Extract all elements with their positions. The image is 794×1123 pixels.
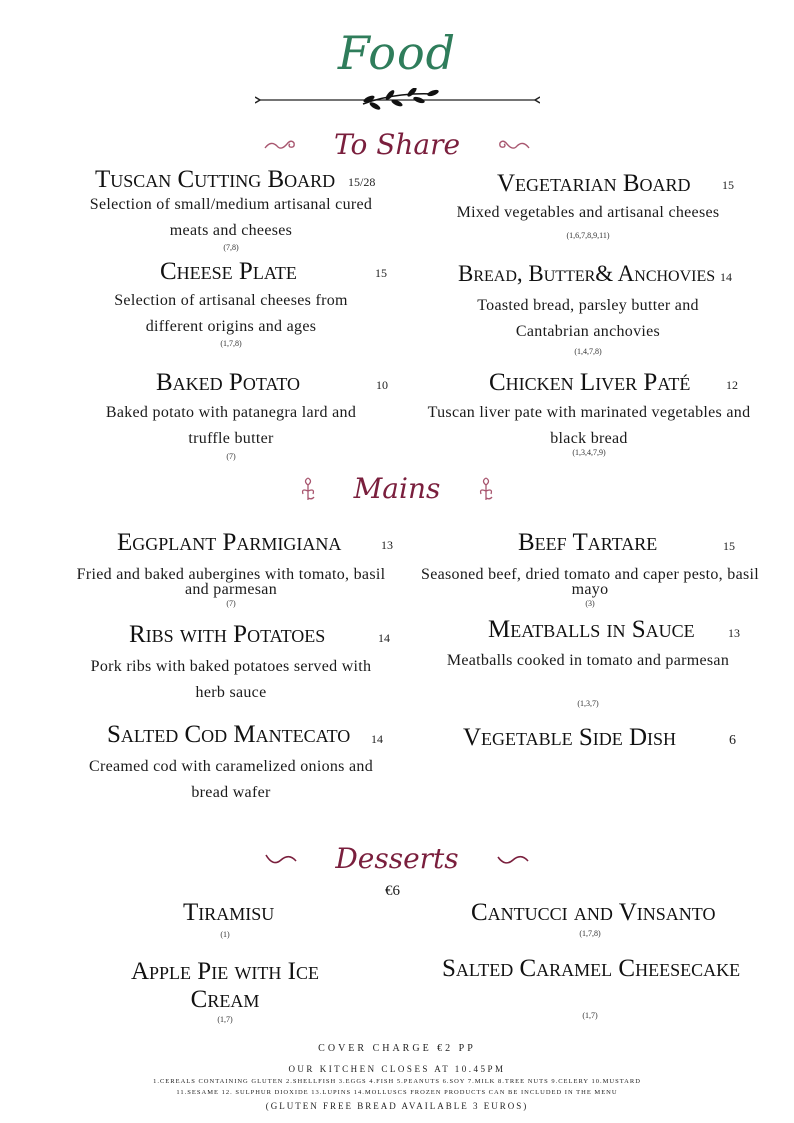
item-price: 15/28 bbox=[348, 175, 376, 189]
item-price: 14 bbox=[378, 631, 390, 645]
allergen-legend: 11.SESAME 12. SULPHUR DIOXIDE 13.LUPINS 14.MOLLUSCS FROZEN PRODUCTS CAN BE INCLUDED IN THE MENU bbox=[176, 1089, 618, 1096]
item-price: 15 bbox=[375, 266, 387, 280]
item-allergens: (1,7) bbox=[582, 1011, 598, 1020]
item-allergens: (7,8) bbox=[223, 243, 239, 252]
item-description: Toasted bread, parsley butter and Cantabrian anchovies bbox=[477, 297, 699, 340]
item-name: Tiramisu bbox=[183, 899, 275, 926]
item-allergens: (3) bbox=[585, 599, 595, 608]
item-description: Selection of small/medium artisanal cured meats and cheeses bbox=[89, 196, 373, 239]
leaf-divider-icon bbox=[255, 88, 540, 112]
fleur-flourish-left-icon bbox=[299, 476, 317, 502]
item-allergens: (1,3,7) bbox=[577, 699, 599, 708]
item-price: 15 bbox=[723, 539, 735, 553]
item-description: Seasoned beef, dried tomato and caper pesto, basil mayo bbox=[421, 566, 759, 598]
item-description: Fried and baked aubergines with tomato, basil and parmesan bbox=[76, 566, 386, 598]
item-description: Selection of artisanal cheeses from different origins and ages bbox=[114, 292, 348, 335]
item-description: Baked potato with patanegra lard and truffle butter bbox=[105, 404, 357, 447]
item-price: 13 bbox=[381, 538, 393, 552]
item-name: Apple Pie with Ice Cream bbox=[130, 958, 319, 1013]
kitchen-hours: OUR KITCHEN CLOSES AT 10.45PM bbox=[288, 1064, 506, 1074]
menu-title: Food bbox=[337, 26, 457, 80]
item-price: 14 bbox=[720, 270, 732, 284]
item-price: 15 bbox=[722, 178, 734, 192]
scroll-flourish-left-icon bbox=[263, 136, 297, 154]
item-name: Ribs with Potatoes bbox=[129, 621, 326, 648]
item-allergens: (1,6,7,8,9,11) bbox=[566, 231, 610, 240]
item-name: Eggplant Parmigiana bbox=[117, 529, 342, 556]
item-description: Meatballs cooked in tomato and parmesan bbox=[446, 652, 730, 669]
item-name: Salted Caramel Cheesecake bbox=[442, 955, 741, 982]
item-name: Vegetable Side Dish bbox=[463, 724, 677, 751]
item-price: 10 bbox=[376, 378, 388, 392]
item-price: 14 bbox=[371, 732, 383, 746]
item-description: Tuscan liver pate with marinated vegetables and black bread bbox=[427, 404, 751, 447]
item-name: Meatballs in Sauce bbox=[488, 616, 695, 643]
item-allergens: (7) bbox=[226, 599, 236, 608]
section-title: Mains bbox=[353, 472, 441, 505]
allergen-legend: 1.CEREALS CONTAINING GLUTEN 2.SHELLFISH 3.EGGS 4.FISH 5.PEANUTS 6.SOY 7.MILK 8.TREE NUTS 9.CELERY 10.MUSTARD bbox=[153, 1078, 641, 1085]
scroll-flourish-right-icon bbox=[497, 136, 531, 154]
item-name: Cantucci and Vinsanto bbox=[471, 899, 716, 926]
item-allergens: (1) bbox=[220, 930, 230, 939]
item-allergens: (7) bbox=[226, 452, 236, 461]
item-description: Pork ribs with baked potatoes served with herb sauce bbox=[90, 658, 372, 701]
item-allergens: (1,7) bbox=[217, 1015, 233, 1024]
item-name: Tuscan Cutting Board bbox=[95, 166, 336, 193]
item-name: Chicken Liver Paté bbox=[489, 369, 691, 396]
section-title: To Share bbox=[333, 128, 461, 161]
item-price: 12 bbox=[726, 378, 738, 392]
item-name: Cheese Plate bbox=[160, 258, 297, 285]
item-name: Beef Tartare bbox=[518, 529, 658, 556]
item-allergens: (1,7,8) bbox=[579, 929, 601, 938]
item-description: Mixed vegetables and artisanal cheeses bbox=[456, 204, 720, 221]
dessert-price: €6 bbox=[385, 883, 400, 899]
item-name: Bread, Butter& Anchovies bbox=[458, 261, 716, 286]
item-price: 6 bbox=[729, 733, 736, 748]
item-description: Creamed cod with caramelized onions and bread wafer bbox=[88, 758, 374, 801]
gluten-free-note: (GLUTEN FREE BREAD AVAILABLE 3 EUROS) bbox=[265, 1101, 529, 1111]
item-allergens: (1,7,8) bbox=[220, 339, 242, 348]
section-heading-mains bbox=[0, 470, 794, 505]
wave-flourish-left-icon bbox=[264, 851, 298, 867]
section-title: Desserts bbox=[335, 842, 459, 875]
wave-flourish-right-icon bbox=[496, 851, 530, 867]
cover-charge: COVER CHARGE €2 PP bbox=[318, 1043, 476, 1054]
section-heading-to-share bbox=[0, 126, 794, 161]
item-allergens: (1,3,4,7,9) bbox=[572, 448, 606, 457]
item-name: Baked Potato bbox=[156, 369, 301, 396]
item-allergens: (1,4,7,8) bbox=[574, 347, 602, 356]
item-name: Vegetarian Board bbox=[497, 170, 691, 197]
item-name: Salted Cod Mantecato bbox=[107, 721, 351, 748]
section-heading-desserts bbox=[0, 840, 794, 875]
fleur-flourish-right-icon bbox=[477, 476, 495, 502]
item-price: 13 bbox=[728, 626, 740, 640]
